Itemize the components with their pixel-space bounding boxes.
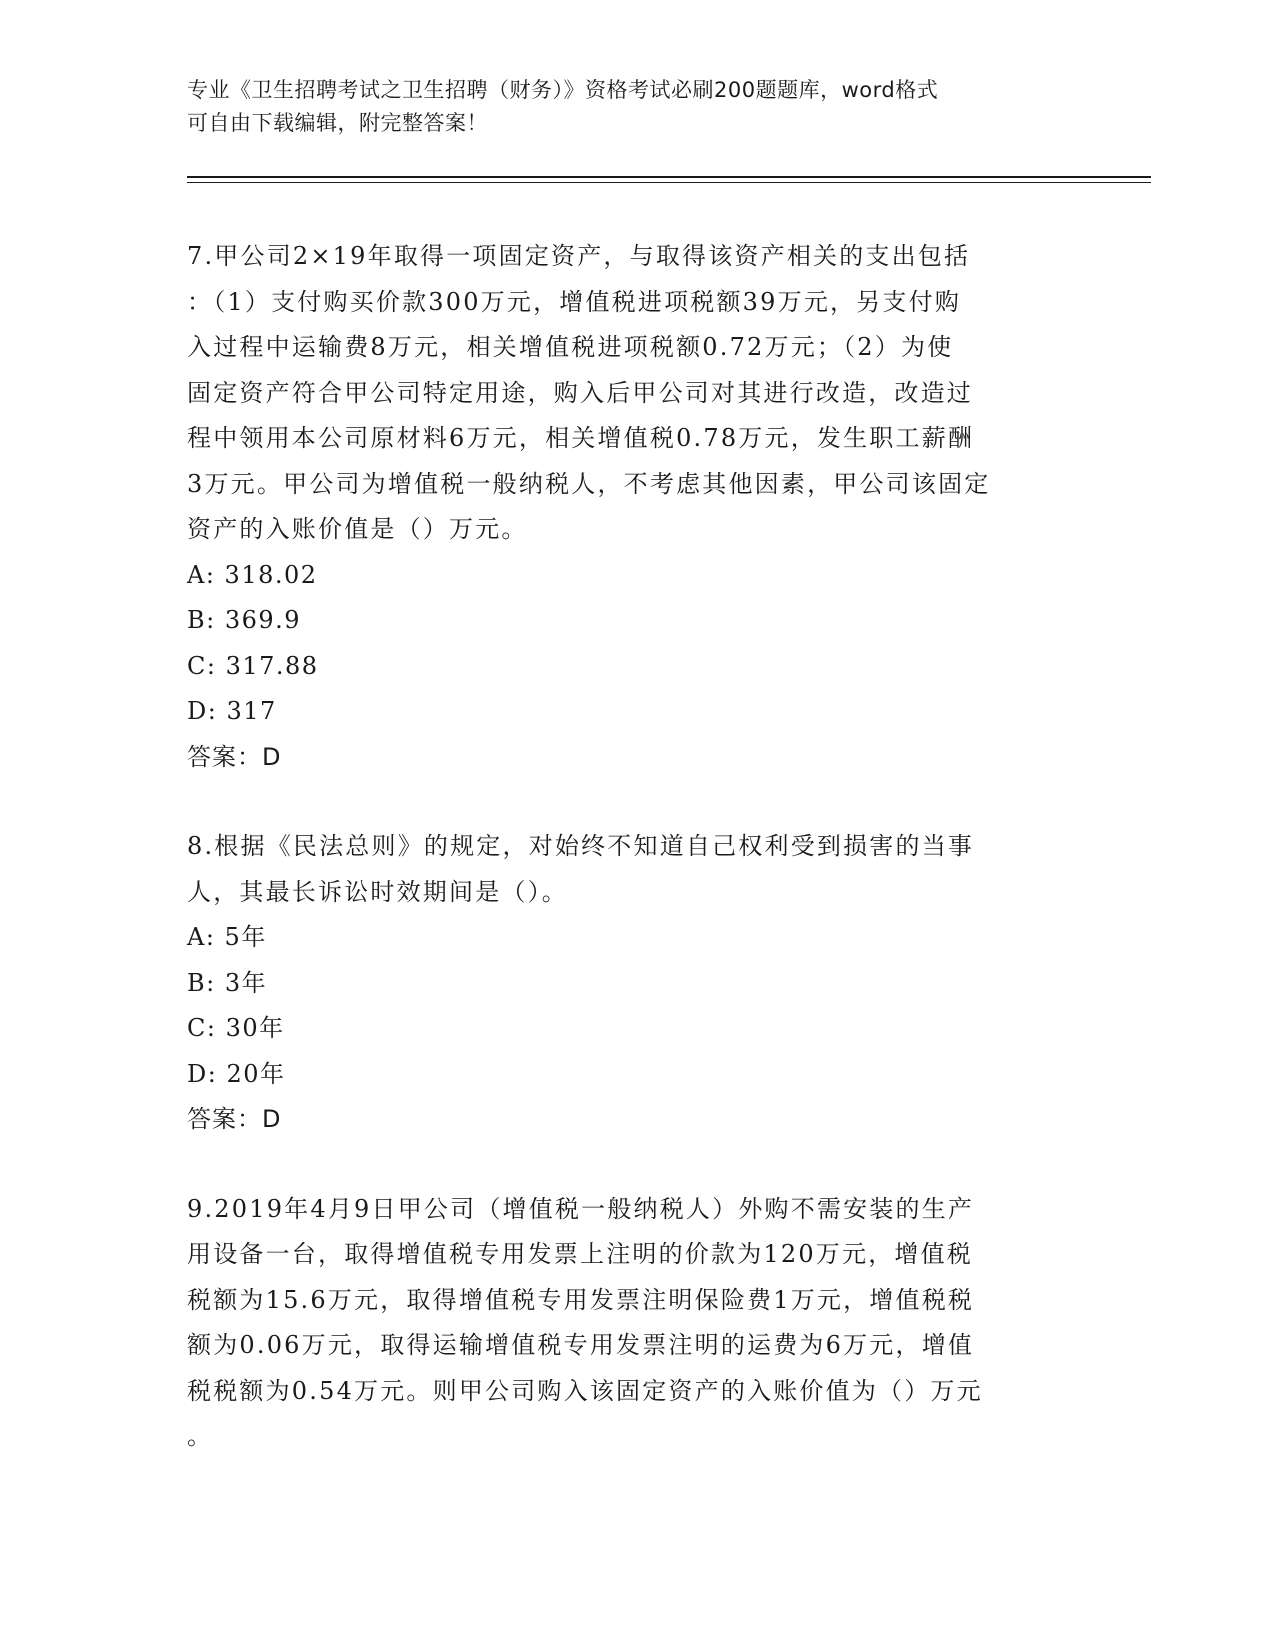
question-text-line: 程中领用本公司原材料6万元，相关增值税0.78万元，发生职工薪酬 [187,424,975,452]
header-divider-thick [187,176,1151,178]
question-text-line: 固定资产符合甲公司特定用途，购入后甲公司对其进行改造，改造过 [187,378,973,407]
question-9 [187,1187,1087,1460]
option-a: A: 5年 [187,923,267,951]
option-d: D: 317 [187,697,277,725]
option-b: B: 369.9 [187,606,302,634]
option-c: C: 30年 [187,1014,285,1042]
question-text-line: 税额为15.6万元，取得增值税专用发票注明保险费1万元，增值税税 [187,1285,975,1314]
question-7 [187,234,1087,780]
question-text-line: ：（1）支付购买价款300万元，增值税进项税额39万元，另支付购 [187,287,962,316]
question-text-line: 税税额为0.54万元。则甲公司购入该固定资产的入账价值为（）万元 [187,1376,983,1405]
option-b: B: 3年 [187,968,268,997]
question-text-line: 用设备一台，取得增值税专用发票上注明的价款为120万元，增值税 [187,1240,974,1268]
question-text-line: 入过程中运输费8万元，相关增值税进项税额0.72万元；（2）为使 [187,333,954,361]
header-line-2: 可自由下载编辑，附完整答案！ [187,111,488,135]
question-text-line: 人，其最长诉讼时效期间是（）。 [187,877,568,906]
answer-label: 答案：D [187,1105,282,1133]
option-a: A: 318.02 [187,560,318,589]
option-c: C: 317.88 [187,651,319,680]
header-divider-thin [187,182,1151,183]
question-list [187,234,1087,1460]
question-text-line: 9.2019年4月9日甲公司（增值税一般纳税人）外购不需安装的生产 [187,1194,975,1223]
document-header [187,74,1067,140]
question-text-line: 资产的入账价值是（）万元。 [187,515,528,543]
question-8 [187,824,1087,1143]
answer-label: 答案：D [187,742,282,771]
question-text-line: 7.甲公司2×19年取得一项固定资产，与取得该资产相关的支出包括 [187,242,971,270]
question-text-line: 额为0.06万元，取得运输增值税专用发票注明的运费为6万元，增值 [187,1331,975,1359]
question-spacer [187,1143,1087,1187]
question-text-line: 3万元。甲公司为增值税一般纳税人，不考虑其他因素，甲公司该固定 [187,469,991,498]
question-text-line: 8.根据《民法总则》的规定，对始终不知道自己权利受到损害的当事 [187,832,975,860]
header-line-1: 专业《卫生招聘考试之卫生招聘（财务）》资格考试必刷200题题库，word格式 [187,78,939,102]
question-text-line: 。 [187,1422,214,1450]
option-d: D: 20年 [187,1059,286,1088]
question-spacer [187,780,1087,824]
